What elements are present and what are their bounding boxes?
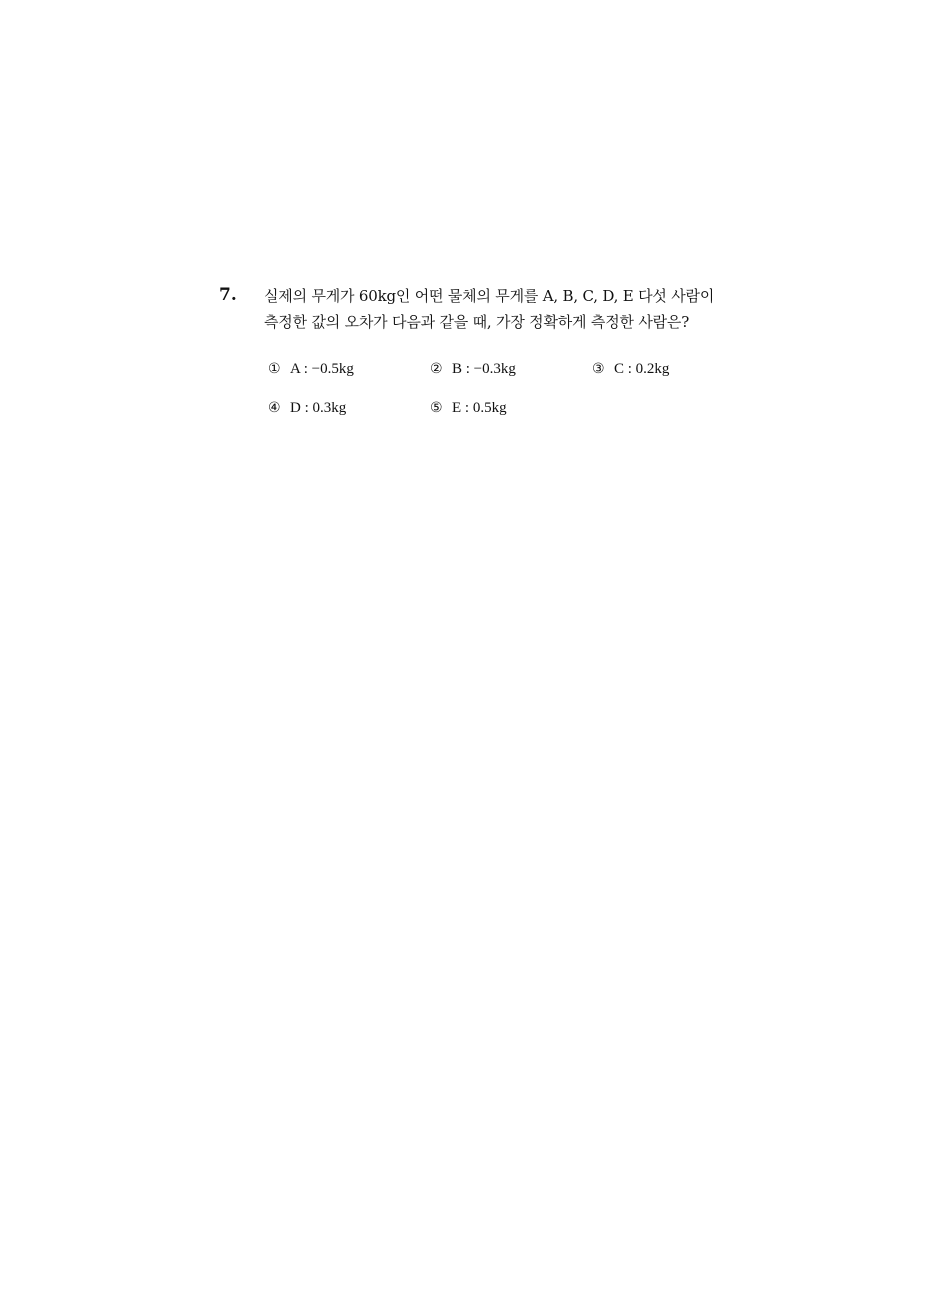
choice-3-mark: ③ [592,361,605,377]
choice-1-mark: ① [268,361,281,377]
choice-4-mark: ④ [268,400,281,416]
choice-5[interactable] [430,398,507,418]
choice-3-text: C : 0.2kg [614,361,670,377]
choice-2[interactable] [430,359,516,379]
choice-5-text: E : 0.5kg [452,400,507,416]
choice-5-mark: ⑤ [430,400,443,416]
question-text [264,283,779,335]
choice-2-text: B : −0.3kg [452,361,516,377]
choice-1-text: A : −0.5kg [290,361,354,377]
question-text-line-1: 실제의 무게가 60kg인 어떤 물체의 무게를 A, B, C, D, E 다섯 사람이 [264,287,715,305]
question-number: 7. [219,285,237,305]
choice-1[interactable] [268,359,354,379]
choice-2-mark: ② [430,361,443,377]
question-text-line-2: 측정한 값의 오차가 다음과 같을 때, 가장 정확하게 측정한 사람은? [264,313,690,331]
choice-3[interactable] [592,359,669,379]
choice-4-text: D : 0.3kg [290,400,347,416]
choice-4[interactable] [268,398,346,418]
